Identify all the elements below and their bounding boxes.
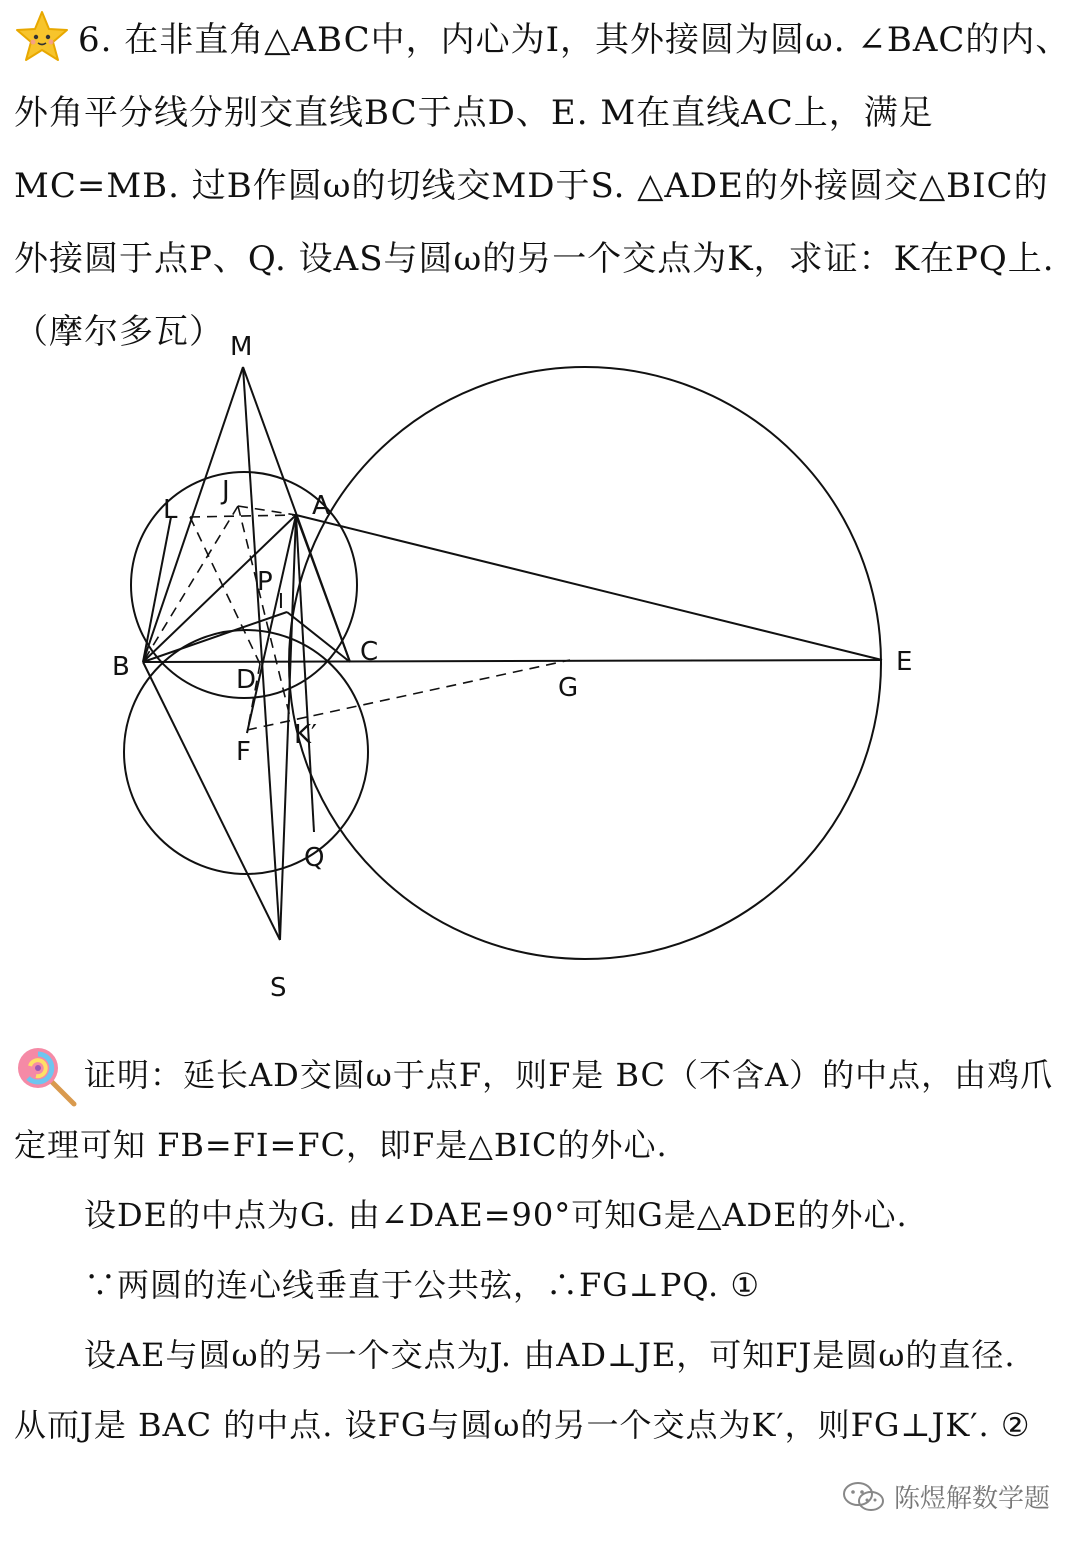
watermark bbox=[842, 1478, 1050, 1515]
proof-text-2: 定理可知 FB=FI=FC，即F是△BIC的外心. bbox=[14, 1126, 668, 1164]
watermark-text: 陈煜解数学题 bbox=[893, 1484, 1050, 1514]
label-c: C bbox=[360, 637, 379, 667]
proof-text-1: 证明：延长AD交圆ω于点F，则F是 BC（不含A）的中点，由鸡爪 bbox=[84, 1056, 1054, 1094]
label-i: I bbox=[278, 589, 284, 613]
proof-text-5: 设AE与圆ω的另一个交点为J. 由AD⊥JE，可知FJ是圆ω的直径. bbox=[84, 1336, 1016, 1374]
proof-line-1 bbox=[14, 1040, 1074, 1110]
proof-section bbox=[14, 1040, 1074, 1460]
label-p: P bbox=[257, 567, 273, 597]
label-d: D bbox=[236, 665, 257, 695]
label-a: A bbox=[312, 491, 330, 521]
label-g: G bbox=[558, 673, 579, 703]
proof-line-6 bbox=[14, 1390, 1074, 1460]
label-m: M bbox=[230, 332, 253, 362]
problem-statement bbox=[14, 4, 1074, 369]
proof-text-3: 设DE的中点为G. 由∠DAE=90°可知G是△ADE的外心. bbox=[84, 1196, 908, 1234]
geometry-figure bbox=[0, 318, 1080, 1018]
label-f: F bbox=[236, 737, 251, 767]
label-q: Q bbox=[304, 843, 325, 873]
label-j: J bbox=[222, 476, 230, 506]
problem-text: 6. 在非直角△ABC中，内心为I，其外接圆为圆ω. ∠BAC的内、外角平分线分别交直线BC于点D、E. M在直线AC上，满足MC=MB. 过B作圆ω的切线交MD于S. △ADE的外接圆交△BIC的外接圆于点P、Q. 设AS与圆ω的另一个交点为K，求证：K在PQ上.（摩尔多瓦） bbox=[14, 20, 1071, 352]
proof-line-3 bbox=[14, 1180, 1074, 1250]
label-s: S bbox=[270, 973, 287, 1003]
wechat-icon bbox=[842, 1480, 886, 1514]
label-e: E bbox=[896, 647, 913, 677]
label-b: B bbox=[112, 652, 130, 682]
proof-text-4: ∵两圆的连心线垂直于公共弦，∴FG⊥PQ. ① bbox=[84, 1266, 761, 1304]
proof-line-2 bbox=[14, 1110, 1074, 1180]
label-k-prime: K′ bbox=[294, 720, 317, 750]
proof-text-6: 从而J是 BAC 的中点. 设FG与圆ω的另一个交点为K′，则FG⊥JK′. ② bbox=[14, 1406, 1031, 1444]
star-icon bbox=[14, 9, 70, 65]
proof-line-4 bbox=[14, 1250, 1074, 1320]
lollipop-icon bbox=[14, 1044, 78, 1108]
proof-line-5 bbox=[14, 1320, 1074, 1390]
label-l: L bbox=[163, 495, 178, 525]
